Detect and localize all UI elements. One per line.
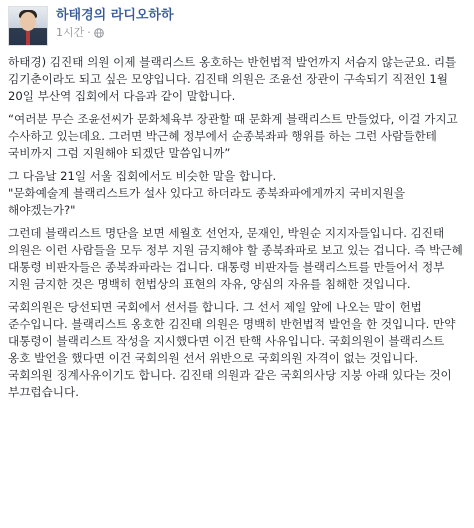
globe-icon[interactable] (94, 28, 104, 38)
avatar-face (20, 12, 36, 31)
post-header (8, 6, 466, 48)
post-paragraph: 그런데 블랙리스트 명단을 보면 세월호 선언자, 문재인, 박원순 지지자들입니다. 김진태 의원은 이런 사람들을 모두 정부 지원 금지해야 할 종북좌파로 보고 있는 겁니다. 즉 박근혜 대통령 비판자들은 종북좌파라는 겁니다. 대통령 비판자들 블랙리스트를 만들어서 정부 지원 금지한 것은 명백히 헌법상의 표현의 자유, 양심의 자유를 침해한 것입니다. (8, 226, 463, 291)
avatar-tie (26, 31, 30, 45)
post-paragraph: "문화예술계 블랙리스트가 설사 있다고 하더라도 종북좌파에게까지 국비지원을 해야겠는가?" (8, 186, 406, 217)
post-timestamp[interactable]: 1시간 (56, 26, 85, 39)
post-paragraph: “여러분 무슨 조윤선씨가 문화체육부 장관할 때 문화계 블랙리스트 만들었다, 이걸 가지고 수사하고 있는데요. 그러면 박근혜 정부에서 순종북좌파 행위를 하는 그런 사람들한테 국비까지 그럼 지원해야 되겠단 말씀입니까” (8, 112, 458, 160)
avatar[interactable] (8, 6, 48, 46)
author-name[interactable]: 하태경의 라디오하하 (56, 8, 174, 23)
post-subline (56, 25, 174, 40)
post-body (8, 54, 466, 401)
post-paragraph: 그 다음날 21일 서울 집회에서도 비슷한 말을 합니다. (8, 169, 277, 183)
post-paragraph: 국회의원은 당선되면 국회에서 선서를 합니다. 그 선서 제일 앞에 나오는 말이 헌법 준수입니다. 블랙리스트 옹호한 김진태 의원은 명백히 반헌법적 발언을 한 것입니다. 만약 대통령이 블랙리스트 작성을 지시했다면 이건 탄핵 사유입니다. 국회의원이 블랙리스트 옹호 발언을 했다면 이건 국회의원 선서 위반으로 국회의원 자격이 없는 것입니다. 국회의원 징계사유이기도 합니다. 김진태 의원과 같은 국회의사당 지붕 아래 있다는 것이 부끄럽습니다. (8, 300, 456, 399)
post-meta (56, 6, 174, 40)
separator-dot: · (87, 26, 91, 39)
post-paragraph: 하태경) 김진태 의원 이제 블랙리스트 옹호하는 반헌법적 발언까지 서슴지 않는군요. 리틀 김기춘이라도 되고 싶은 모양입니다. 김진태 의원은 조윤선 장관이 구속되기 직전인 1월 20일 부산역 집회에서 다음과 같이 말합니다. (8, 55, 457, 103)
